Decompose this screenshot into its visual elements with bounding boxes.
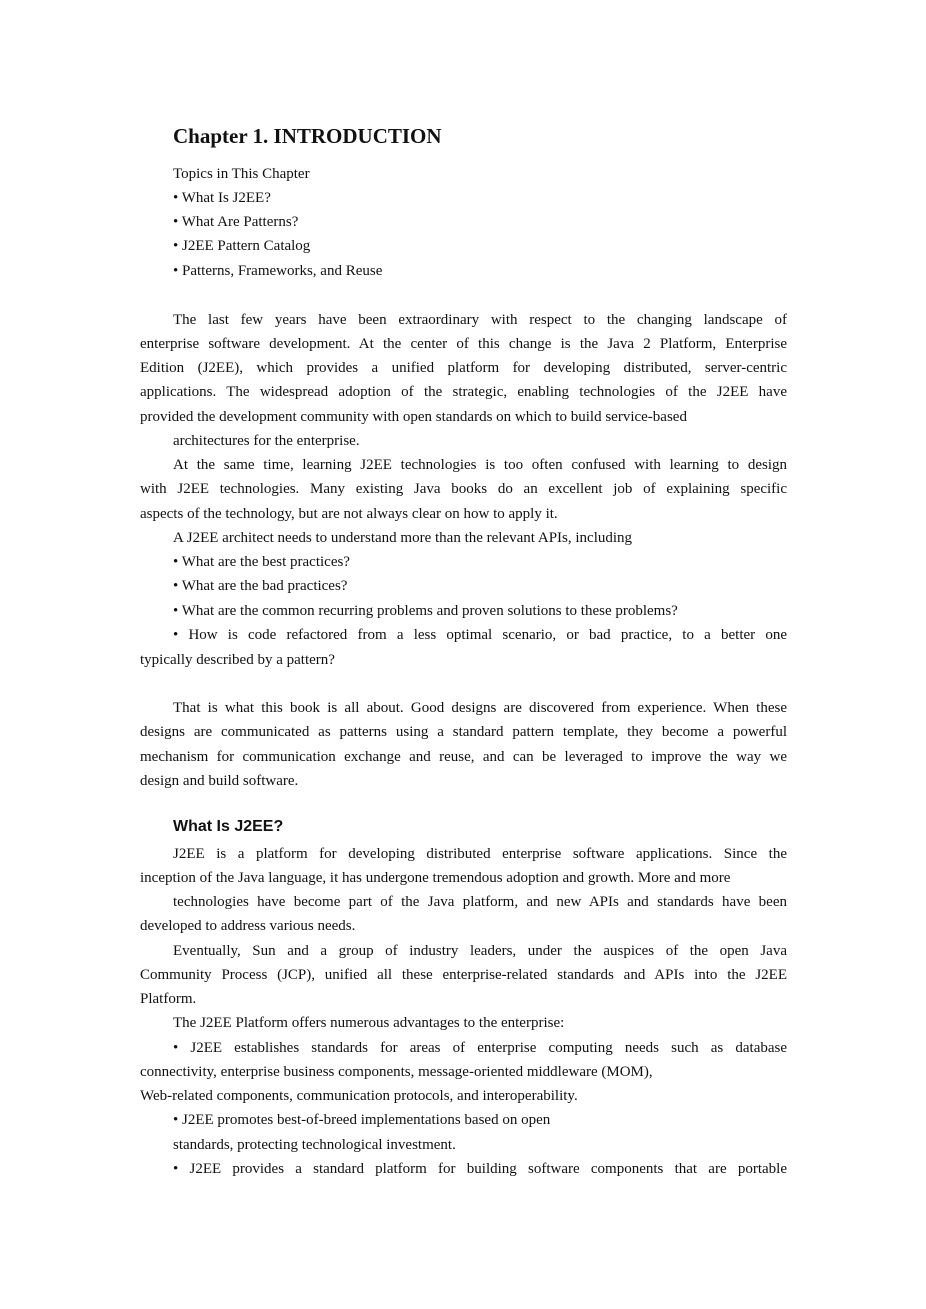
topic-item: • What Are Patterns? bbox=[173, 214, 299, 230]
bullet-item: • J2EE establishes standards for areas of enterprise computing needs such as database bbox=[173, 1040, 787, 1056]
bullet-item: • J2EE promotes best-of-breed implementations based on open bbox=[173, 1112, 551, 1128]
paragraph-line: with J2EE technologies. Many existing Java books do an excellent job of explaining specific bbox=[140, 481, 787, 497]
paragraph-line: inception of the Java language, it has undergone tremendous adoption and growth. More and more bbox=[140, 870, 731, 886]
paragraph-line: designs are communicated as patterns using a standard pattern template, they become a powerful bbox=[140, 724, 787, 740]
paragraph-line: technologies have become part of the Java platform, and new APIs and standards have been bbox=[173, 894, 787, 910]
bullet-item: • What are the best practices? bbox=[173, 554, 350, 570]
paragraph-line: Community Process (JCP), unified all these enterprise-related standards and APIs into the J2EE bbox=[140, 967, 787, 983]
paragraph-line: Edition (J2EE), which provides a unified platform for developing distributed, server-centric bbox=[140, 360, 787, 376]
topics-heading: Topics in This Chapter bbox=[173, 166, 310, 182]
paragraph-line: A J2EE architect needs to understand more than the relevant APIs, including bbox=[173, 530, 633, 546]
bullet-item-continuation: standards, protecting technological investment. bbox=[173, 1137, 456, 1153]
paragraph-line: provided the development community with open standards on which to build service-based bbox=[140, 409, 687, 425]
paragraph-line: Eventually, Sun and a group of industry leaders, under the auspices of the open Java bbox=[173, 943, 787, 959]
paragraph-line: Platform. bbox=[140, 991, 197, 1007]
bullet-item: • How is code refactored from a less optimal scenario, or bad practice, to a better one bbox=[173, 627, 787, 643]
topic-item: • J2EE Pattern Catalog bbox=[173, 238, 311, 254]
bullet-item: • What are the common recurring problems and proven solutions to these problems? bbox=[173, 603, 678, 619]
bullet-item-continuation: typically described by a pattern? bbox=[140, 652, 335, 668]
paragraph-line: aspects of the technology, but are not always clear on how to apply it. bbox=[140, 506, 558, 522]
topic-item: • Patterns, Frameworks, and Reuse bbox=[173, 263, 383, 279]
bullet-item: • What are the bad practices? bbox=[173, 578, 348, 594]
paragraph-line: The J2EE Platform offers numerous advantages to the enterprise: bbox=[173, 1015, 565, 1031]
paragraph-line: design and build software. bbox=[140, 773, 299, 789]
paragraph-line: mechanism for communication exchange and reuse, and can be leveraged to improve the way we bbox=[140, 749, 787, 765]
chapter-title: Chapter 1. INTRODUCTION bbox=[173, 124, 442, 148]
bullet-item: • J2EE provides a standard platform for building software components that are portable bbox=[173, 1161, 787, 1177]
paragraph-line: architectures for the enterprise. bbox=[173, 433, 360, 449]
section-heading: What Is J2EE? bbox=[173, 818, 284, 835]
bullet-item-continuation: Web-related components, communication protocols, and interoperability. bbox=[140, 1088, 578, 1104]
paragraph-line: enterprise software development. At the center of this change is the Java 2 Platform, Enterprise bbox=[140, 336, 787, 352]
paragraph-line: applications. The widespread adoption of the strategic, enabling technologies of the J2EE have bbox=[140, 384, 787, 400]
paragraph-line: developed to address various needs. bbox=[140, 918, 356, 934]
topic-item: • What Is J2EE? bbox=[173, 190, 271, 206]
paragraph-line: J2EE is a platform for developing distributed enterprise software applications. Since the bbox=[173, 846, 787, 862]
bullet-item-continuation: connectivity, enterprise business components, message-oriented middleware (MOM), bbox=[140, 1064, 653, 1080]
paragraph-line: That is what this book is all about. Good designs are discovered from experience. When these bbox=[173, 700, 787, 716]
paragraph-line: At the same time, learning J2EE technologies is too often confused with learning to design bbox=[173, 457, 787, 473]
paragraph-line: The last few years have been extraordinary with respect to the changing landscape of bbox=[173, 312, 787, 328]
